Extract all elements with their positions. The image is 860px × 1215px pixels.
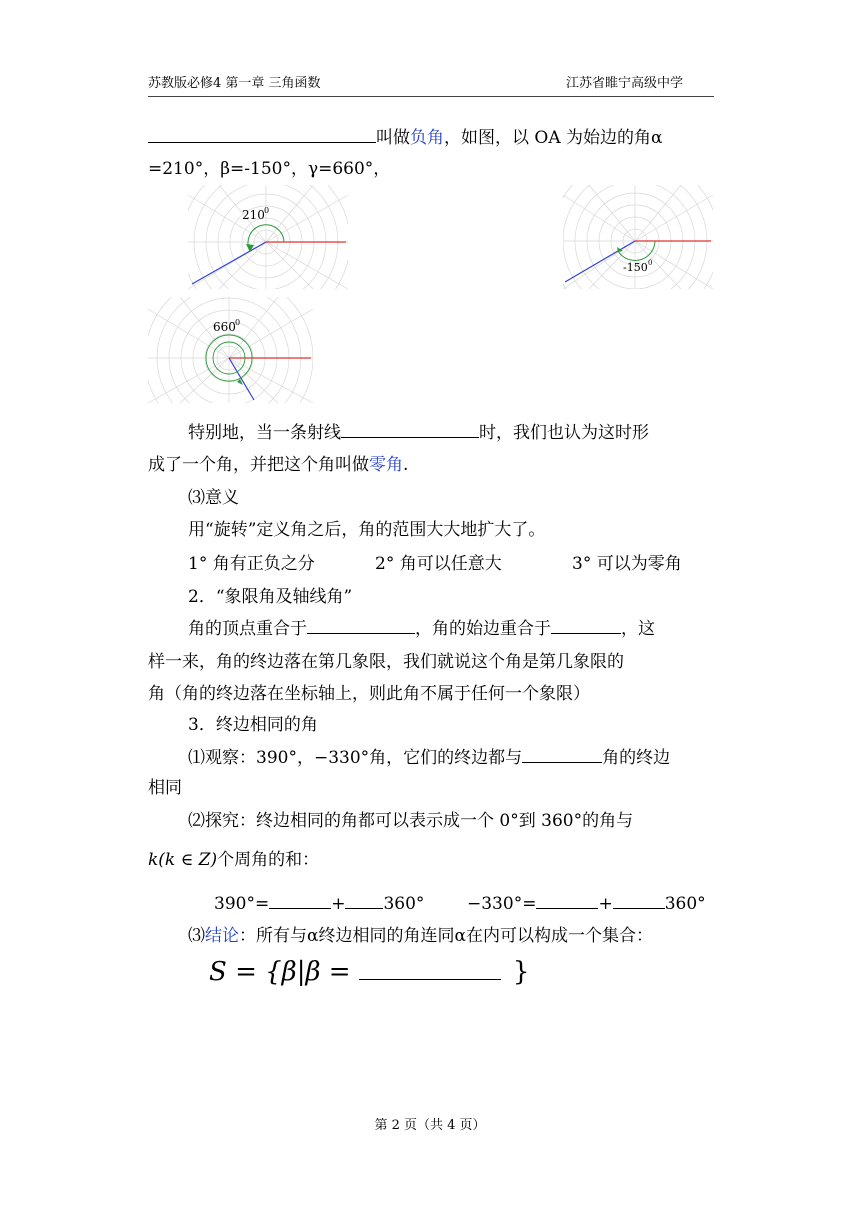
angle-degree-sup: 0 xyxy=(264,206,270,215)
header-left: 苏教版必修4 第一章 三角函数 xyxy=(148,76,321,91)
meaning-heading: ⑶意义 xyxy=(188,488,239,508)
angle-660-figure xyxy=(148,297,313,403)
header-divider xyxy=(148,96,714,97)
initial-side-blank[interactable] xyxy=(551,617,621,634)
polar-grid xyxy=(188,185,348,289)
meaning-sentence: 用“旋转”定义角之后，角的范围大大地扩大了。 xyxy=(188,520,546,540)
meaning-point-1: 1° 角有正负之分 xyxy=(188,554,315,574)
explore-line2: k(k ∈ Z)个周角的和： xyxy=(148,850,320,870)
vertex-blank[interactable] xyxy=(307,617,415,634)
k-expression: k(k ∈ Z) xyxy=(148,850,218,870)
negative-angle-blank[interactable] xyxy=(148,126,376,143)
header-right: 江苏省睢宁高级中学 xyxy=(566,76,684,91)
angle-label: 210 xyxy=(242,208,265,222)
eq1-k-blank[interactable] xyxy=(345,892,383,909)
set-formula-blank[interactable] xyxy=(359,959,501,980)
eq1-angle-blank[interactable] xyxy=(269,892,331,909)
observe-blank[interactable] xyxy=(522,746,602,763)
observe-line2: 相同 xyxy=(148,778,182,798)
conclusion-term: 结论 xyxy=(205,926,239,946)
coterminal-heading: 3．终边相同的角 xyxy=(188,715,318,735)
meaning-point-2: 2° 角可以任意大 xyxy=(375,554,502,574)
quadrant-line3: 角（角的终边落在坐标轴上，则此角不属于任何一个象限） xyxy=(148,684,590,704)
angle-degree-sup: 0 xyxy=(235,318,241,327)
equation-neg330: −330°= + 360° xyxy=(467,894,706,914)
quadrant-line2: 样一来，角的终边落在第几象限，我们就说这个角是第几象限的 xyxy=(148,652,624,672)
zero-angle-line1: 特别地，当一条射线 时，我们也认为这时形 xyxy=(188,423,649,443)
angle-degree-sup: 0 xyxy=(648,259,653,267)
polar-grid xyxy=(148,297,313,403)
quadrant-line1: 角的顶点重合于 ，角的始边重合于 ，这 xyxy=(188,619,655,639)
zero-angle-line2: 成了一个角，并把这个角叫做零角. xyxy=(148,455,409,475)
negative-angle-values: =210°，β=-150°，γ=660°， xyxy=(148,159,391,179)
conclusion-line: ⑶结论：所有与α终边相同的角连同α在内可以构成一个集合： xyxy=(188,926,653,946)
angle-210-figure xyxy=(188,185,348,289)
angle-label: -150 xyxy=(623,261,648,274)
arrowhead-icon xyxy=(246,244,254,252)
set-formula: S = {β|β = } xyxy=(209,957,530,987)
equation-390: 390°= + 360° xyxy=(214,894,425,914)
angle-neg150-figure xyxy=(563,185,713,289)
eq2-angle-blank[interactable] xyxy=(536,892,598,909)
observe-line1: ⑴观察：390°，−330°角，它们的终边都与 角的终边 xyxy=(188,748,671,768)
negative-angle-term: 负角 xyxy=(410,128,444,148)
eq2-k-blank[interactable] xyxy=(613,892,665,909)
zero-angle-blank[interactable] xyxy=(341,421,479,438)
quadrant-heading: 2．“象限角及轴线角” xyxy=(188,587,353,607)
meaning-point-3: 3° 可以为零角 xyxy=(572,554,682,574)
negative-angle-line1: 叫做负角，如图，以 OA 为始边的角α xyxy=(148,126,663,149)
explore-line: ⑵探究：终边相同的角都可以表示成一个 0°到 360°的角与 xyxy=(188,811,634,831)
page-number: 第 2 页（共 4 页） xyxy=(374,1118,486,1133)
zero-angle-term: 零角 xyxy=(369,455,403,475)
angle-label: 660 xyxy=(213,320,236,334)
